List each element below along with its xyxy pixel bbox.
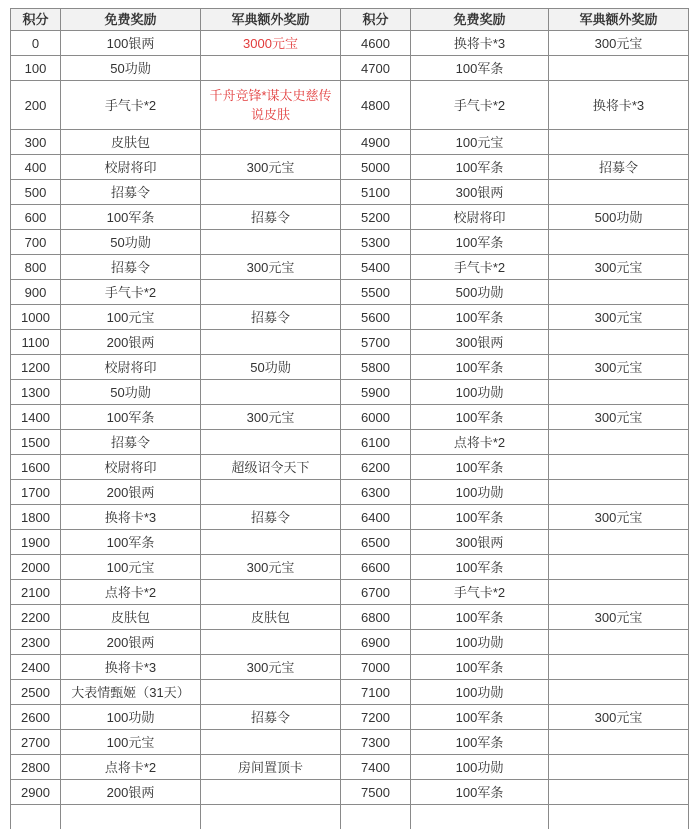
free-reward-cell: 100军条 (411, 555, 549, 580)
points-cell: 2400 (11, 655, 61, 680)
extra-reward-cell (201, 680, 341, 705)
extra-reward-cell (549, 480, 689, 505)
free-reward-cell: 100军条 (411, 230, 549, 255)
extra-reward-cell (549, 430, 689, 455)
free-reward-cell: 100功勋 (411, 480, 549, 505)
free-reward-cell: 校尉将印 (61, 155, 201, 180)
free-reward-cell: 校尉将印 (61, 455, 201, 480)
points-cell: 1400 (11, 405, 61, 430)
extra-reward-cell: 300元宝 (549, 355, 689, 380)
extra-reward-cell (549, 555, 689, 580)
points-cell: 2300 (11, 630, 61, 655)
extra-reward-cell: 300元宝 (201, 555, 341, 580)
extra-reward-cell (201, 330, 341, 355)
points-cell: 7100 (341, 680, 411, 705)
points-cell: 2600 (11, 705, 61, 730)
points-cell: 6000 (341, 405, 411, 430)
header-row (11, 9, 689, 31)
extra-reward-cell (201, 180, 341, 205)
table-row (11, 630, 689, 655)
points-cell: 6700 (341, 580, 411, 605)
free-reward-cell: 200银两 (61, 480, 201, 505)
free-reward-cell (411, 805, 549, 829)
free-reward-cell: 100军条 (411, 730, 549, 755)
table-row (11, 505, 689, 530)
free-reward-cell: 手气卡*2 (411, 580, 549, 605)
free-reward-cell: 100军条 (411, 705, 549, 730)
free-reward-cell: 校尉将印 (61, 355, 201, 380)
points-cell: 5900 (341, 380, 411, 405)
points-cell: 1500 (11, 430, 61, 455)
column-header-free-reward-right: 免费奖励 (411, 9, 549, 31)
points-cell: 300 (11, 130, 61, 155)
table-row (11, 405, 689, 430)
extra-reward-cell (201, 130, 341, 155)
table-row (11, 755, 689, 780)
points-cell: 4800 (341, 81, 411, 130)
extra-reward-cell: 招募令 (201, 505, 341, 530)
points-cell: 6600 (341, 555, 411, 580)
points-cell: 1000 (11, 305, 61, 330)
table-row (11, 480, 689, 505)
points-cell: 1300 (11, 380, 61, 405)
points-cell: 1700 (11, 480, 61, 505)
free-reward-cell: 100银两 (61, 31, 201, 56)
free-reward-cell: 100军条 (411, 305, 549, 330)
table-row (11, 130, 689, 155)
extra-reward-cell: 500功勋 (549, 205, 689, 230)
extra-reward-cell: 300元宝 (201, 255, 341, 280)
column-header-free-reward-left: 免费奖励 (61, 9, 201, 31)
extra-reward-cell (549, 455, 689, 480)
points-cell: 2500 (11, 680, 61, 705)
points-cell: 5500 (341, 280, 411, 305)
extra-reward-cell: 房间置顶卡 (201, 755, 341, 780)
free-reward-cell: 50功勋 (61, 56, 201, 81)
free-reward-cell: 换将卡*3 (411, 31, 549, 56)
table-row (11, 605, 689, 630)
points-cell: 5600 (341, 305, 411, 330)
extra-reward-cell (201, 280, 341, 305)
points-cell: 400 (11, 155, 61, 180)
extra-reward-cell (549, 180, 689, 205)
free-reward-cell: 100军条 (411, 56, 549, 81)
points-cell: 5000 (341, 155, 411, 180)
free-reward-cell: 点将卡*2 (61, 580, 201, 605)
points-cell: 1800 (11, 505, 61, 530)
extra-reward-cell (549, 805, 689, 829)
extra-reward-cell: 招募令 (549, 155, 689, 180)
extra-reward-cell: 3000元宝 (201, 31, 341, 56)
free-reward-cell: 100军条 (411, 655, 549, 680)
free-reward-cell: 招募令 (61, 255, 201, 280)
free-reward-cell: 大表情甄姬（31天） (61, 680, 201, 705)
free-reward-cell: 100军条 (61, 530, 201, 555)
free-reward-cell: 手气卡*2 (61, 81, 201, 130)
points-cell: 6300 (341, 480, 411, 505)
points-cell: 2000 (11, 555, 61, 580)
points-cell: 2100 (11, 580, 61, 605)
points-cell: 900 (11, 280, 61, 305)
table-row (11, 280, 689, 305)
extra-reward-cell: 招募令 (201, 205, 341, 230)
extra-reward-cell: 300元宝 (549, 405, 689, 430)
points-cell: 2700 (11, 730, 61, 755)
points-cell: 1200 (11, 355, 61, 380)
extra-reward-cell (549, 630, 689, 655)
free-reward-cell: 100军条 (411, 155, 549, 180)
points-cell: 5200 (341, 205, 411, 230)
rewards-table-container (10, 8, 689, 829)
extra-reward-cell (549, 380, 689, 405)
points-cell: 4900 (341, 130, 411, 155)
points-cell: 4600 (341, 31, 411, 56)
table-row (11, 555, 689, 580)
points-cell: 200 (11, 81, 61, 130)
free-reward-cell: 100军条 (411, 405, 549, 430)
points-cell: 100 (11, 56, 61, 81)
extra-reward-cell: 300元宝 (549, 605, 689, 630)
extra-reward-cell: 超级诏令天下 (201, 455, 341, 480)
table-row (11, 380, 689, 405)
extra-reward-cell (201, 805, 341, 829)
rewards-table (10, 8, 689, 829)
extra-reward-cell (549, 330, 689, 355)
table-row (11, 180, 689, 205)
free-reward-cell: 手气卡*2 (61, 280, 201, 305)
table-row (11, 56, 689, 81)
table-row (11, 530, 689, 555)
points-cell: 5100 (341, 180, 411, 205)
table-row (11, 455, 689, 480)
extra-reward-cell (549, 655, 689, 680)
points-cell: 7200 (341, 705, 411, 730)
free-reward-cell: 100功勋 (61, 705, 201, 730)
extra-reward-cell: 300元宝 (201, 655, 341, 680)
free-reward-cell: 100军条 (411, 780, 549, 805)
extra-reward-cell: 皮肤包 (201, 605, 341, 630)
free-reward-cell: 300银两 (411, 330, 549, 355)
points-cell: 0 (11, 31, 61, 56)
extra-reward-cell: 换将卡*3 (549, 81, 689, 130)
table-row (11, 430, 689, 455)
points-cell: 4700 (341, 56, 411, 81)
table-row (11, 355, 689, 380)
free-reward-cell: 100军条 (61, 405, 201, 430)
column-header-points-left: 积分 (11, 9, 61, 31)
points-cell: 6500 (341, 530, 411, 555)
table-row (11, 680, 689, 705)
extra-reward-cell (201, 56, 341, 81)
free-reward-cell: 100军条 (411, 505, 549, 530)
free-reward-cell: 100军条 (411, 355, 549, 380)
free-reward-cell: 皮肤包 (61, 130, 201, 155)
free-reward-cell: 100功勋 (411, 380, 549, 405)
free-reward-cell: 手气卡*2 (411, 81, 549, 130)
points-cell: 2900 (11, 780, 61, 805)
points-cell: 6800 (341, 605, 411, 630)
points-cell: 1600 (11, 455, 61, 480)
points-cell: 700 (11, 230, 61, 255)
points-cell (11, 805, 61, 829)
table-row (11, 705, 689, 730)
free-reward-cell: 皮肤包 (61, 605, 201, 630)
extra-reward-cell (549, 780, 689, 805)
points-cell: 1900 (11, 530, 61, 555)
free-reward-cell: 100功勋 (411, 630, 549, 655)
free-reward-cell: 点将卡*2 (61, 755, 201, 780)
extra-reward-cell: 300元宝 (549, 305, 689, 330)
free-reward-cell: 100军条 (411, 605, 549, 630)
extra-reward-cell: 50功勋 (201, 355, 341, 380)
points-cell: 6100 (341, 430, 411, 455)
table-row (11, 305, 689, 330)
extra-reward-cell (201, 730, 341, 755)
extra-reward-cell (549, 280, 689, 305)
extra-reward-cell (549, 755, 689, 780)
free-reward-cell: 100军条 (61, 205, 201, 230)
extra-reward-cell (201, 530, 341, 555)
free-reward-cell: 校尉将印 (411, 205, 549, 230)
free-reward-cell: 100元宝 (61, 305, 201, 330)
extra-reward-cell (201, 230, 341, 255)
extra-reward-cell (201, 630, 341, 655)
points-cell: 2800 (11, 755, 61, 780)
points-cell: 1100 (11, 330, 61, 355)
table-row (11, 155, 689, 180)
points-cell: 5400 (341, 255, 411, 280)
points-cell: 7500 (341, 780, 411, 805)
points-cell: 7300 (341, 730, 411, 755)
table-row (11, 205, 689, 230)
points-cell: 7400 (341, 755, 411, 780)
extra-reward-cell (201, 480, 341, 505)
extra-reward-cell: 招募令 (201, 705, 341, 730)
free-reward-cell: 300银两 (411, 530, 549, 555)
extra-reward-cell (201, 580, 341, 605)
extra-reward-cell: 300元宝 (549, 705, 689, 730)
points-cell: 600 (11, 205, 61, 230)
points-cell: 800 (11, 255, 61, 280)
extra-reward-cell (549, 56, 689, 81)
free-reward-cell: 300银两 (411, 180, 549, 205)
free-reward-cell: 500功勋 (411, 280, 549, 305)
free-reward-cell: 手气卡*2 (411, 255, 549, 280)
table-row (11, 330, 689, 355)
extra-reward-cell: 300元宝 (549, 31, 689, 56)
points-cell: 2200 (11, 605, 61, 630)
points-cell: 6900 (341, 630, 411, 655)
extra-reward-cell: 千舟竞锋*谋太史慈传说皮肤 (201, 81, 341, 130)
extra-reward-cell (549, 730, 689, 755)
points-cell (341, 805, 411, 829)
extra-reward-cell: 300元宝 (201, 405, 341, 430)
table-row (11, 255, 689, 280)
free-reward-cell: 招募令 (61, 180, 201, 205)
points-cell: 6400 (341, 505, 411, 530)
table-row (11, 81, 689, 130)
free-reward-cell (61, 805, 201, 829)
extra-reward-cell (549, 580, 689, 605)
extra-reward-cell (201, 430, 341, 455)
free-reward-cell: 点将卡*2 (411, 430, 549, 455)
table-row (11, 780, 689, 805)
extra-reward-cell (549, 680, 689, 705)
extra-reward-cell (201, 380, 341, 405)
free-reward-cell: 换将卡*3 (61, 655, 201, 680)
table-row (11, 230, 689, 255)
free-reward-cell: 招募令 (61, 430, 201, 455)
free-reward-cell: 200银两 (61, 780, 201, 805)
extra-reward-cell (549, 530, 689, 555)
points-cell: 500 (11, 180, 61, 205)
free-reward-cell: 100功勋 (411, 680, 549, 705)
free-reward-cell: 100元宝 (61, 555, 201, 580)
free-reward-cell: 100元宝 (61, 730, 201, 755)
table-row (11, 655, 689, 680)
free-reward-cell: 100军条 (411, 455, 549, 480)
extra-reward-cell (549, 230, 689, 255)
table-row (11, 730, 689, 755)
extra-reward-cell: 300元宝 (201, 155, 341, 180)
table-row (11, 31, 689, 56)
points-cell: 7000 (341, 655, 411, 680)
extra-reward-cell: 300元宝 (549, 505, 689, 530)
extra-reward-cell (201, 780, 341, 805)
points-cell: 5700 (341, 330, 411, 355)
points-cell: 6200 (341, 455, 411, 480)
free-reward-cell: 200银两 (61, 330, 201, 355)
column-header-points-right: 积分 (341, 9, 411, 31)
table-row (11, 580, 689, 605)
free-reward-cell: 100功勋 (411, 755, 549, 780)
free-reward-cell: 50功勋 (61, 230, 201, 255)
free-reward-cell: 50功勋 (61, 380, 201, 405)
extra-reward-cell: 300元宝 (549, 255, 689, 280)
table-body (11, 31, 689, 829)
points-cell: 5800 (341, 355, 411, 380)
extra-reward-cell: 招募令 (201, 305, 341, 330)
free-reward-cell: 换将卡*3 (61, 505, 201, 530)
extra-reward-cell (549, 130, 689, 155)
column-header-extra-reward-left: 军典额外奖励 (201, 9, 341, 31)
column-header-extra-reward-right: 军典额外奖励 (549, 9, 689, 31)
free-reward-cell: 200银两 (61, 630, 201, 655)
free-reward-cell: 100元宝 (411, 130, 549, 155)
cut-off-row (11, 805, 689, 829)
points-cell: 5300 (341, 230, 411, 255)
